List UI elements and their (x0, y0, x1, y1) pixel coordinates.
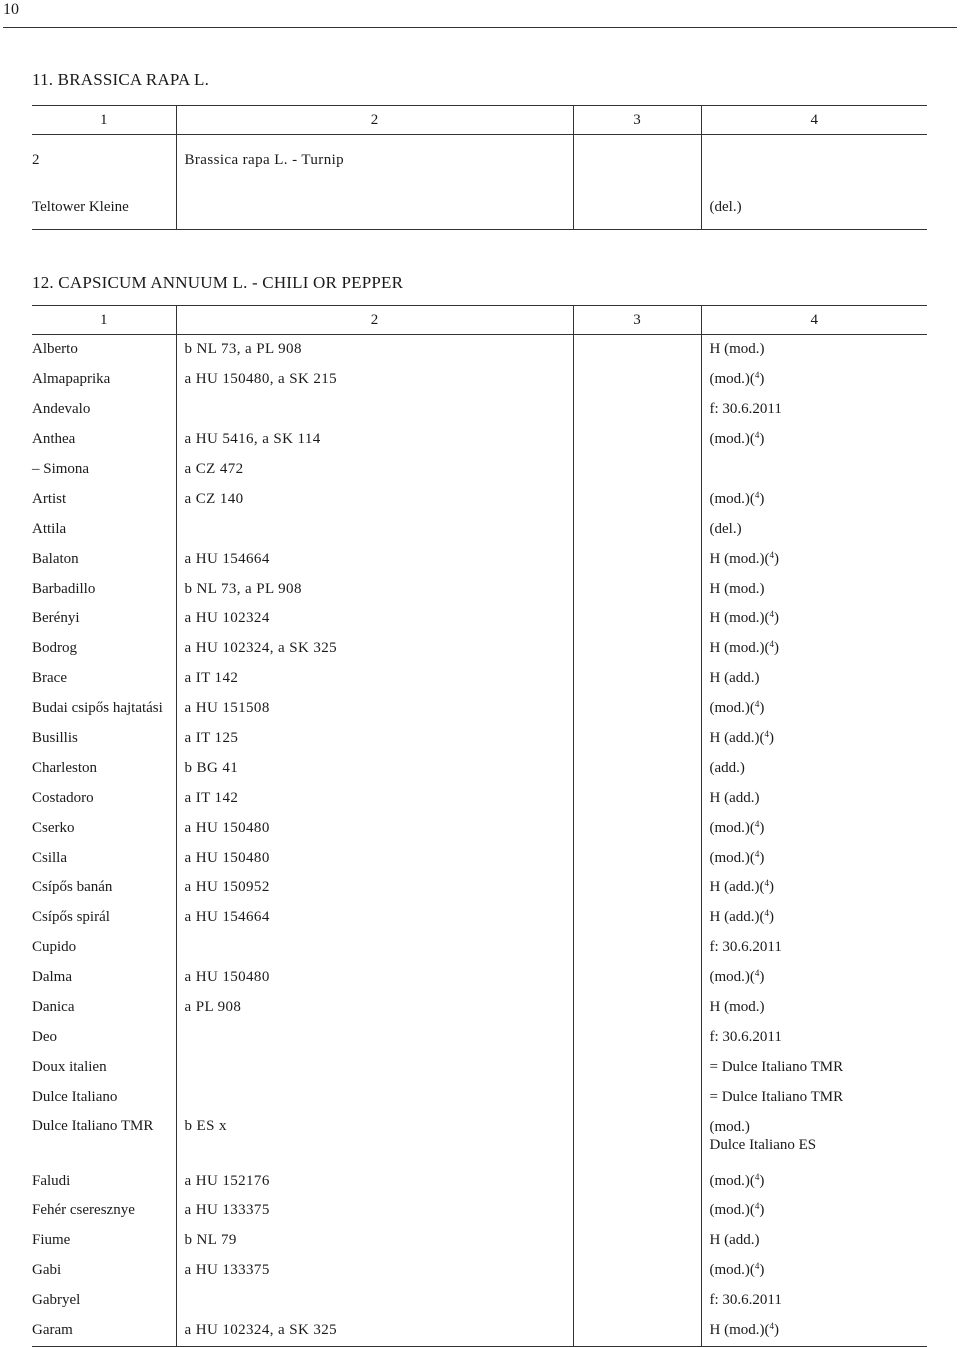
remark-text: (mod.)( (709, 819, 755, 836)
table-row (32, 1022, 927, 1052)
footnote-ref: 4 (754, 1201, 760, 1212)
remark-cell (701, 993, 927, 1023)
remark-cell (701, 1286, 927, 1316)
column-3-cell (573, 1022, 701, 1052)
variety-name-cell: Alberto (32, 341, 78, 358)
column-3-cell (573, 1112, 701, 1166)
remark-cell (701, 514, 927, 544)
footnote-close: ) (768, 730, 774, 747)
column-3-cell (573, 963, 701, 993)
footnote-close: ) (768, 879, 774, 896)
remark-text: H (add.) (709, 789, 760, 806)
maintainer-cell: Brassica rapa L. - Turnip (176, 135, 573, 186)
table-row (32, 993, 927, 1023)
remark-text: H (mod.)( (709, 550, 770, 567)
remark-text: (mod.)( (709, 849, 755, 866)
table-row (32, 335, 927, 365)
table-row (32, 1166, 927, 1196)
maintainer-cell: a HU 133375 (176, 1196, 573, 1226)
maintainer-cell: a HU 150480, a SK 215 (176, 365, 573, 395)
column-3-cell (573, 1082, 701, 1112)
remark-text: = Dulce Italiano TMR (709, 1058, 844, 1075)
variety-name-cell: Cupido (32, 939, 77, 956)
column-3-cell (573, 1286, 701, 1316)
capsicum-table (32, 305, 927, 1347)
maintainer-cell: b ES x (176, 1112, 573, 1166)
maintainer-cell (176, 1052, 573, 1082)
remark-text: (mod.)( (709, 700, 755, 717)
remark-text: H (mod.) (709, 999, 765, 1016)
remark-cell (701, 873, 927, 903)
variety-name-cell: Barbadillo (32, 580, 96, 597)
column-3-cell (573, 365, 701, 395)
table-row (32, 933, 927, 963)
variety-name-cell: Bodrog (32, 640, 77, 657)
variety-name-cell: Faludi (32, 1172, 71, 1189)
remark-text: f: 30.6.2011 (709, 939, 782, 956)
remark-cell (701, 425, 927, 455)
remark-cell (701, 664, 927, 694)
remark-text: (mod.)( (709, 1202, 755, 1219)
column-header: 3 (573, 106, 701, 135)
table-row (32, 634, 927, 664)
column-header: 1 (32, 106, 176, 135)
remark-text: H (add.) (709, 1232, 760, 1249)
table-row (32, 664, 927, 694)
column-3-cell (573, 813, 701, 843)
maintainer-cell: a PL 908 (176, 993, 573, 1023)
remark-cell (701, 185, 927, 230)
column-header: 4 (701, 106, 927, 135)
variety-name-cell: Fehér cseresznye (32, 1202, 135, 1219)
variety-name-cell: – Simona (32, 461, 90, 477)
column-3-cell (573, 1166, 701, 1196)
column-header: 1 (32, 306, 176, 335)
remark-cell (701, 1196, 927, 1226)
variety-name-cell: Andevalo (32, 401, 91, 418)
maintainer-cell (176, 395, 573, 425)
maintainer-cell: a IT 142 (176, 783, 573, 813)
remark-cell (701, 1022, 927, 1052)
table-row (32, 1052, 927, 1082)
variety-name-cell: Gabi (32, 1262, 62, 1279)
maintainer-cell: a HU 102324, a SK 325 (176, 634, 573, 664)
table-row (32, 604, 927, 634)
remark-text: (mod.)( (709, 969, 755, 986)
variety-name-cell: Brace (32, 670, 67, 687)
footnote-ref: 4 (769, 639, 774, 650)
variety-name-cell: Csilla (32, 849, 68, 866)
remark-cell (701, 813, 927, 843)
remark-text: H (mod.)( (709, 1322, 770, 1339)
variety-name-cell: Csípős banán (32, 879, 113, 896)
column-3-cell (573, 1052, 701, 1082)
footnote-close: ) (759, 1202, 765, 1219)
remark-cell (701, 455, 927, 485)
section-title-capsicum: 12. CAPSICUM ANNUUM L. - CHILI OR PEPPER (32, 273, 404, 292)
column-3-cell (573, 1316, 701, 1346)
table-row (32, 1112, 927, 1166)
column-3-cell (573, 604, 701, 634)
footnote-ref: 4 (754, 699, 760, 710)
column-3-cell (573, 455, 701, 485)
footnote-close: ) (774, 1322, 779, 1339)
footnote-ref: 4 (754, 489, 760, 500)
variety-name-cell: Almapaprika (32, 371, 111, 388)
remark-text: H (add.)( (709, 909, 765, 926)
remark-cell (701, 1226, 927, 1256)
column-3-cell (573, 694, 701, 724)
remark-text: (mod.)( (709, 490, 755, 507)
table-row (32, 574, 927, 604)
remark-cell (701, 963, 927, 993)
top-rule (3, 27, 957, 28)
column-3-cell (573, 1256, 701, 1286)
column-3-cell (573, 783, 701, 813)
table-row (32, 484, 927, 514)
variety-name-cell: Gabryel (32, 1292, 81, 1309)
footnote-ref: 4 (754, 818, 760, 829)
column-3-cell (573, 185, 701, 230)
footnote-close: ) (774, 610, 779, 627)
table-row (32, 753, 927, 783)
remark-text: H (mod.) (709, 341, 765, 358)
column-3-cell (573, 335, 701, 365)
column-3-cell (573, 1226, 701, 1256)
maintainer-cell: a HU 5416, a SK 114 (176, 425, 573, 455)
column-3-cell (573, 135, 701, 186)
brassica-table (32, 105, 927, 230)
remark-cell (701, 1112, 927, 1166)
table-row (32, 425, 927, 455)
remark-text: (add.) (709, 759, 745, 776)
remark-cell (701, 1256, 927, 1286)
maintainer-cell: a HU 102324, a SK 325 (176, 1316, 573, 1346)
remark-cell (701, 724, 927, 754)
variety-name-cell: Fiume (32, 1232, 71, 1249)
remark-cell (701, 395, 927, 425)
variety-name-cell: Dalma (32, 969, 72, 986)
remark-text: H (mod.)( (709, 610, 770, 627)
footnote-ref: 4 (754, 848, 760, 859)
footnote-ref: 4 (764, 878, 769, 889)
remark-text: H (mod.) (709, 580, 765, 597)
variety-name-cell: Csípős spirál (32, 909, 110, 926)
table-row (32, 963, 927, 993)
remark-cell (701, 135, 927, 186)
remark-cell (701, 365, 927, 395)
remark-text: H (add.)( (709, 879, 765, 896)
variety-name-cell: Busillis (32, 730, 78, 747)
maintainer-cell: a HU 133375 (176, 1256, 573, 1286)
remark-cell (701, 1082, 927, 1112)
footnote-close: ) (774, 640, 779, 657)
table-row (32, 783, 927, 813)
remark-text: f: 30.6.2011 (709, 1292, 782, 1309)
remark-cell (701, 574, 927, 604)
maintainer-cell: b NL 79 (176, 1226, 573, 1256)
table-row (32, 455, 927, 485)
maintainer-cell: a IT 142 (176, 664, 573, 694)
table-row (32, 1256, 927, 1286)
maintainer-cell (176, 1082, 573, 1112)
column-3-cell (573, 664, 701, 694)
maintainer-cell: a IT 125 (176, 724, 573, 754)
remark-text: (del.) (709, 198, 742, 215)
column-3-cell (573, 903, 701, 933)
remark-text: (mod.)( (709, 371, 755, 388)
footnote-close: ) (768, 909, 774, 926)
table-row (32, 1286, 927, 1316)
table-row (32, 1082, 927, 1112)
footnote-close: ) (759, 969, 765, 986)
footnote-close: ) (759, 371, 765, 388)
variety-name-cell: Garam (32, 1316, 176, 1346)
remark-text: (mod.)( (709, 1262, 755, 1279)
remark-text: f: 30.6.2011 (709, 401, 782, 418)
column-3-cell (573, 395, 701, 425)
remark-text: (del.) (709, 520, 742, 537)
table-row (32, 395, 927, 425)
variety-name-cell: Balaton (32, 550, 79, 567)
maintainer-cell: a HU 102324 (176, 604, 573, 634)
table-header-row (32, 106, 927, 135)
maintainer-cell (176, 1286, 573, 1316)
variety-name-cell: Deo (32, 1028, 57, 1045)
maintainer-cell: a HU 152176 (176, 1166, 573, 1196)
footnote-ref: 4 (769, 609, 774, 620)
column-3-cell (573, 873, 701, 903)
variety-name-cell: Charleston (32, 759, 97, 776)
footnote-ref: 4 (769, 549, 774, 560)
remark-text: (mod.)( (709, 1172, 755, 1189)
maintainer-cell (176, 185, 573, 230)
remark-cell (701, 1052, 927, 1082)
footnote-ref: 4 (754, 1171, 760, 1182)
remark-cell (701, 1316, 927, 1346)
column-3-cell (573, 425, 701, 455)
maintainer-cell: a HU 154664 (176, 544, 573, 574)
remark-cell (701, 544, 927, 574)
variety-name-cell: Dulce Italiano TMR (32, 1118, 154, 1135)
column-3-cell (573, 724, 701, 754)
footnote-ref: 4 (754, 370, 760, 381)
column-3-cell (573, 843, 701, 873)
table-row (32, 873, 927, 903)
remark-cell (701, 634, 927, 664)
variety-name-cell: Budai csipős hajtatási (32, 700, 163, 717)
footnote-close: ) (759, 819, 765, 836)
maintainer-cell: b NL 73, a PL 908 (176, 335, 573, 365)
footnote-close: ) (759, 700, 765, 717)
footnote-close: ) (759, 431, 765, 448)
column-3-cell (573, 933, 701, 963)
remark-cell (701, 783, 927, 813)
table-row (32, 724, 927, 754)
column-header: 4 (701, 306, 927, 335)
maintainer-cell: a HU 151508 (176, 694, 573, 724)
maintainer-cell: b BG 41 (176, 753, 573, 783)
remark-cell (701, 694, 927, 724)
column-header: 2 (176, 306, 573, 335)
variety-name-cell: Artist (32, 490, 67, 507)
table-row (32, 514, 927, 544)
maintainer-cell (176, 1022, 573, 1052)
maintainer-cell: a HU 150480 (176, 813, 573, 843)
footnote-close: ) (759, 1262, 765, 1279)
variety-name-cell: 2 (32, 151, 40, 168)
column-3-cell (573, 544, 701, 574)
variety-name-cell: Dulce Italiano (32, 1088, 118, 1105)
table-row (32, 903, 927, 933)
column-3-cell (573, 634, 701, 664)
variety-name-cell: Anthea (32, 431, 76, 448)
maintainer-cell: a CZ 140 (176, 484, 573, 514)
remark-cell (701, 753, 927, 783)
column-3-cell (573, 574, 701, 604)
maintainer-cell (176, 933, 573, 963)
table-row (32, 843, 927, 873)
variety-name-cell: Berényi (32, 610, 80, 627)
remark-text-line-2: Dulce Italiano ES (709, 1137, 817, 1154)
maintainer-cell (176, 514, 573, 544)
footnote-close: ) (759, 1172, 765, 1189)
remark-text: H (add.) (709, 670, 760, 687)
remark-text: f: 30.6.2011 (709, 1028, 782, 1045)
footnote-close: ) (774, 550, 779, 567)
footnote-close: ) (759, 849, 765, 866)
column-3-cell (573, 1196, 701, 1226)
remark-text: (mod.)( (709, 431, 755, 448)
table-row (32, 544, 927, 574)
maintainer-cell: a HU 150480 (176, 963, 573, 993)
remark-cell (701, 1166, 927, 1196)
table-row (32, 185, 927, 230)
footnote-ref: 4 (764, 729, 769, 740)
table-row (32, 813, 927, 843)
variety-name-cell: Doux italien (32, 1058, 107, 1075)
column-3-cell (573, 993, 701, 1023)
footnote-close: ) (759, 490, 765, 507)
variety-name-cell: Attila (32, 520, 67, 537)
remark-cell (701, 335, 927, 365)
table-row (32, 694, 927, 724)
remark-cell (701, 484, 927, 514)
table-row (32, 1196, 927, 1226)
remark-cell (701, 933, 927, 963)
footnote-ref: 4 (764, 908, 769, 919)
maintainer-cell: b NL 73, a PL 908 (176, 574, 573, 604)
footnote-ref: 4 (769, 1321, 774, 1332)
column-3-cell (573, 484, 701, 514)
maintainer-cell: a CZ 472 (176, 455, 573, 485)
maintainer-cell: a HU 154664 (176, 903, 573, 933)
remark-text: H (mod.)( (709, 640, 770, 657)
maintainer-cell: a HU 150952 (176, 873, 573, 903)
variety-name-cell: Teltower Kleine (32, 185, 176, 230)
footnote-ref: 4 (754, 1261, 760, 1272)
variety-name-cell: Cserko (32, 819, 75, 836)
remark-text: = Dulce Italiano TMR (709, 1088, 844, 1105)
page-number: 10 (3, 1, 19, 18)
variety-name-cell: Danica (32, 999, 75, 1016)
footnote-ref: 4 (754, 968, 760, 979)
table-row (32, 1316, 927, 1346)
section-title-brassica: 11. BRASSICA RAPA L. (32, 70, 210, 89)
maintainer-cell: a HU 150480 (176, 843, 573, 873)
remark-cell (701, 903, 927, 933)
column-header: 2 (176, 106, 573, 135)
remark-text: H (add.)( (709, 730, 765, 747)
table-header-row (32, 306, 927, 335)
remark-text: (mod.) (709, 1119, 750, 1136)
footnote-ref: 4 (754, 430, 760, 441)
remark-cell (701, 843, 927, 873)
table-row (32, 135, 927, 186)
table-row (32, 1226, 927, 1256)
table-row (32, 365, 927, 395)
column-header: 3 (573, 306, 701, 335)
column-3-cell (573, 753, 701, 783)
remark-cell (701, 604, 927, 634)
variety-name-cell: Costadoro (32, 789, 94, 806)
column-3-cell (573, 514, 701, 544)
